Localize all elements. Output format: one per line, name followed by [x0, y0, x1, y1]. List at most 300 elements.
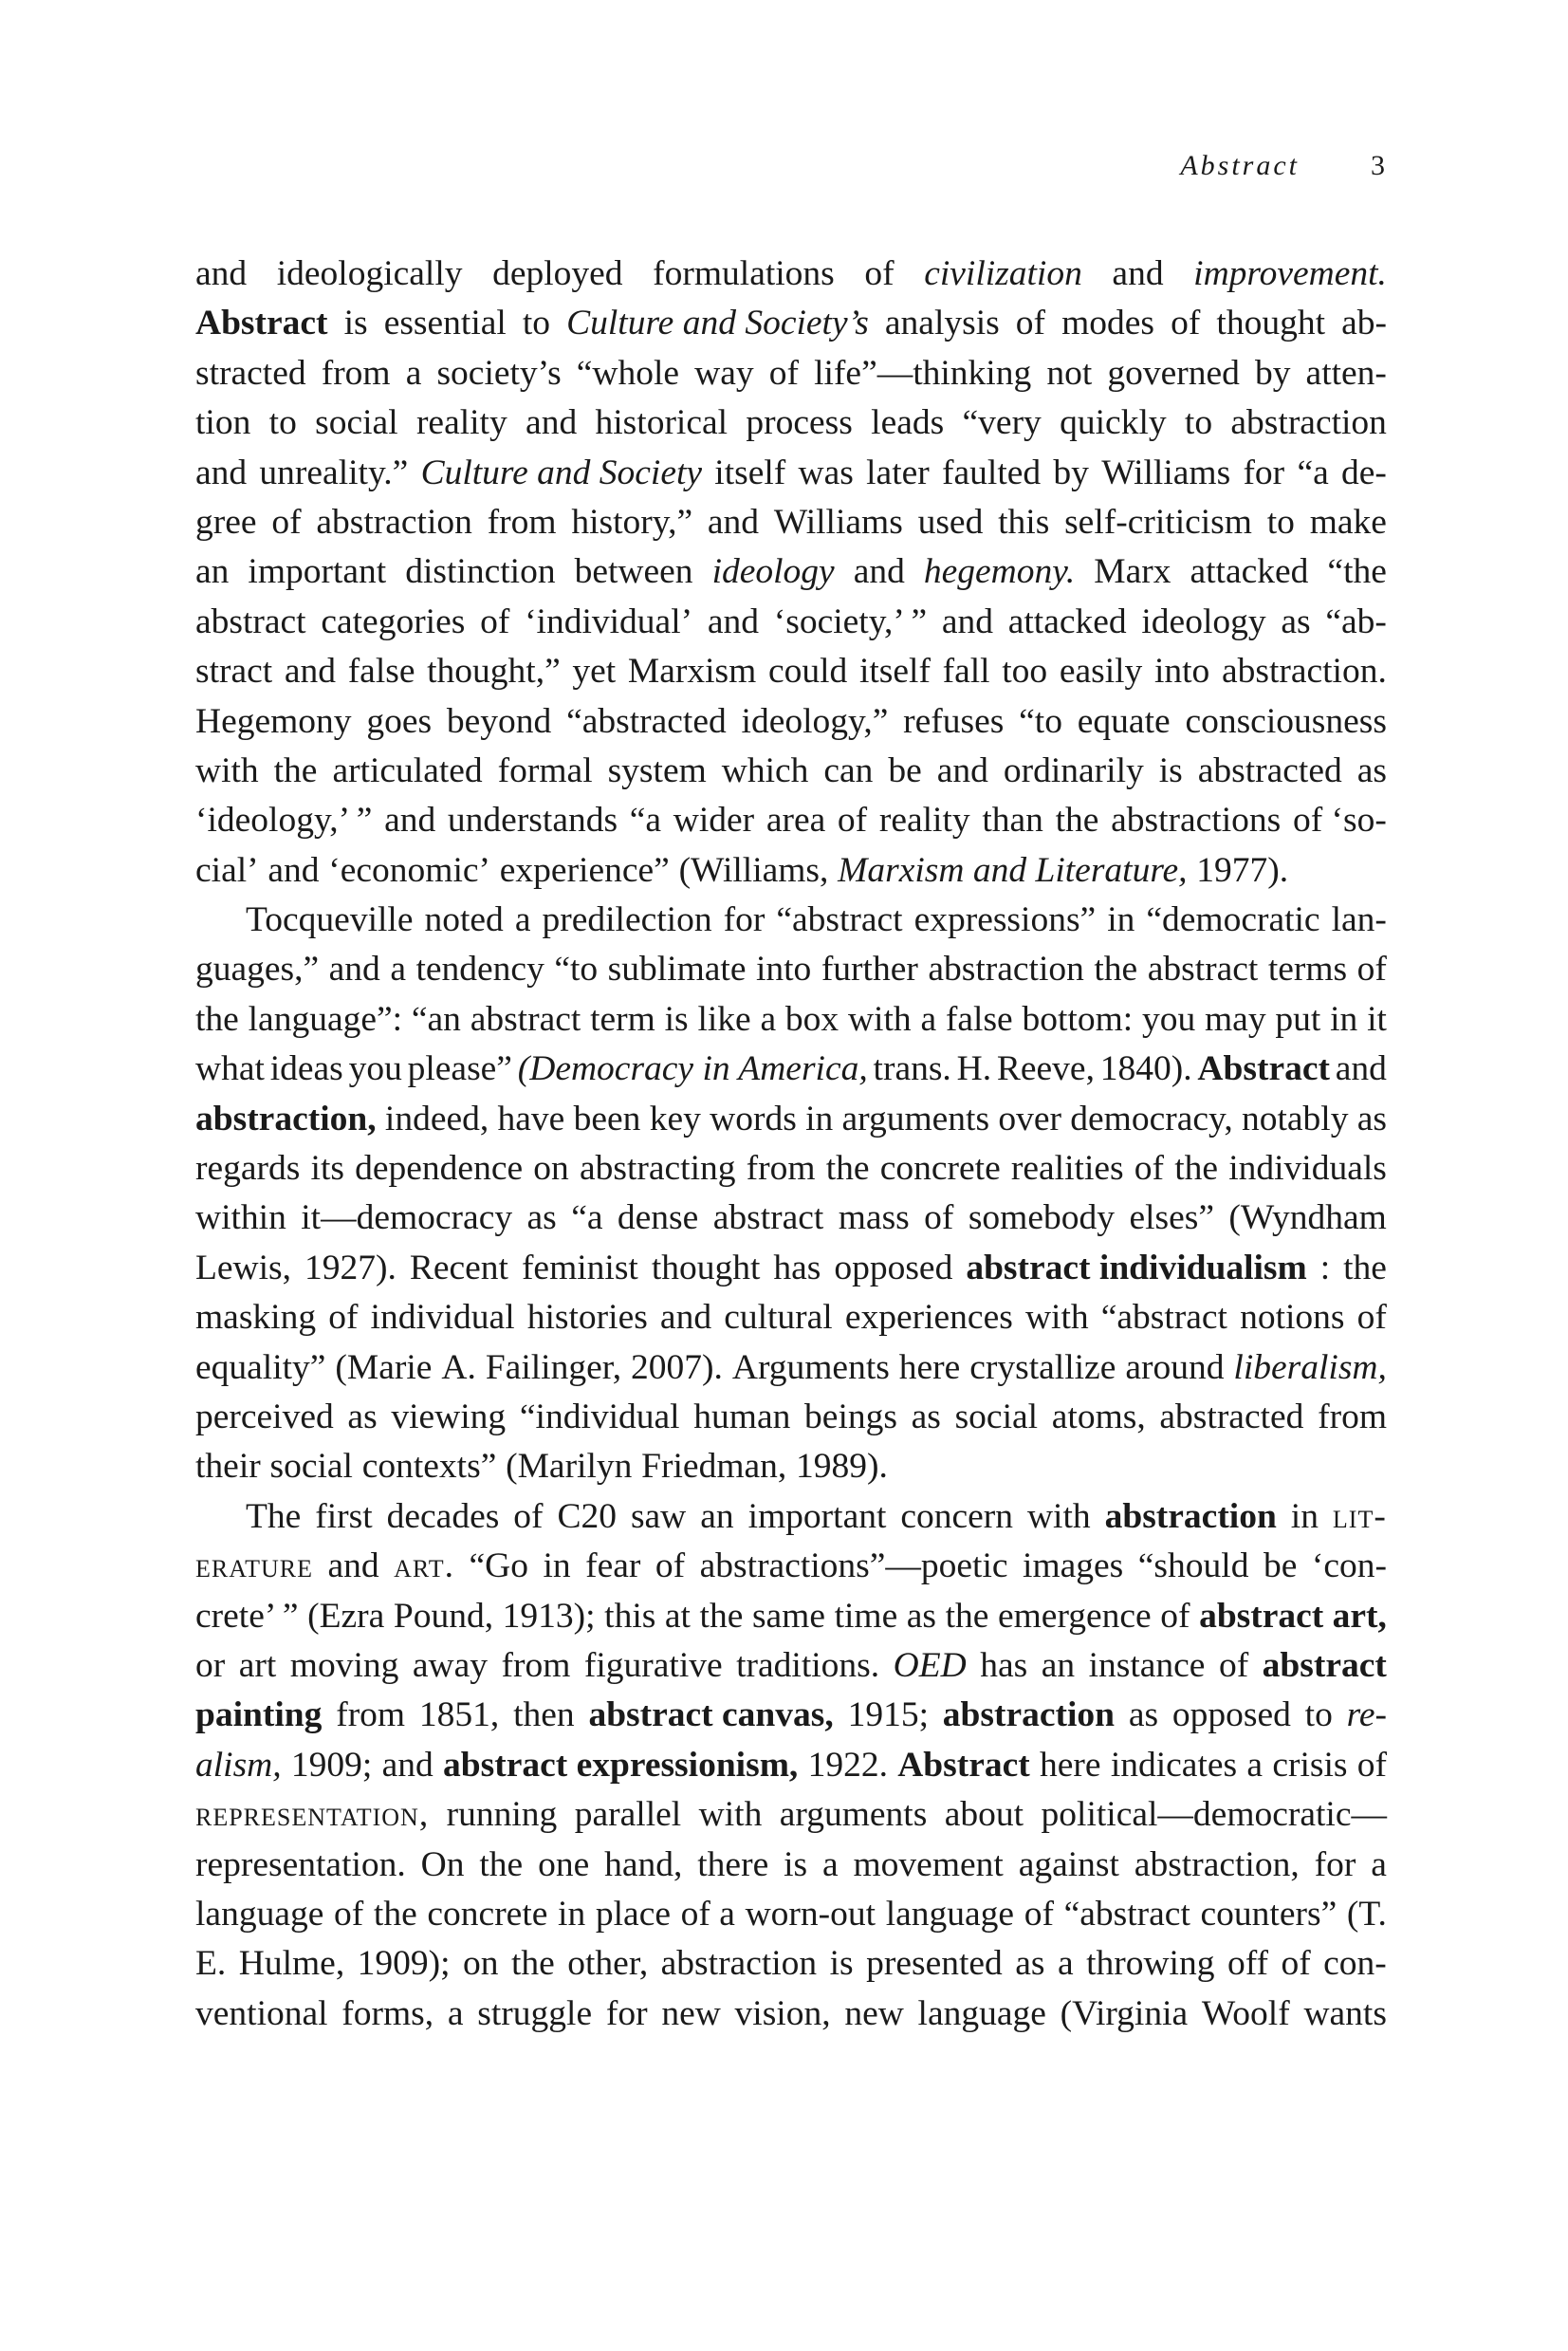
text-line [195, 1144, 1387, 1194]
word: for [1314, 1844, 1356, 1884]
word: of [924, 1198, 954, 1238]
word: to [1184, 403, 1213, 443]
word: opposed [834, 1248, 953, 1287]
word: used [917, 502, 984, 542]
italic-term: improvement. [1193, 254, 1387, 293]
word: around [1125, 1347, 1225, 1387]
italic-term: Culture and Society [420, 453, 703, 492]
bold-term: Abstract [1197, 1049, 1330, 1089]
word: on [533, 1149, 569, 1189]
word: elses” [1129, 1198, 1214, 1238]
text-line [195, 1393, 1387, 1442]
word: you [1141, 999, 1196, 1039]
word: dense [617, 1198, 699, 1238]
word: of [768, 353, 799, 393]
text-line [195, 547, 1387, 597]
word: Williams [773, 502, 903, 542]
word: crete’ ” [195, 1596, 299, 1636]
word: in [558, 1894, 586, 1934]
cross-reference: erature [195, 1546, 313, 1586]
word: Tocqueville [246, 900, 414, 940]
word: decades [386, 1496, 500, 1536]
word: and [267, 850, 320, 890]
word: itself [714, 453, 786, 492]
word: “very [962, 403, 1042, 443]
word: (Williams, [678, 850, 829, 890]
text-line [195, 299, 1387, 348]
word: (Wyndham [1228, 1198, 1387, 1238]
word: and [195, 453, 248, 492]
word: abstraction [316, 502, 472, 542]
word: figurative [583, 1645, 723, 1685]
word: 2007). [631, 1347, 723, 1387]
paragraph [195, 896, 1387, 1492]
word: Williams [1101, 453, 1231, 492]
word: Lewis, [195, 1248, 292, 1287]
word: could [767, 652, 848, 692]
word: ideology [1141, 602, 1266, 641]
word: is [664, 999, 689, 1039]
word: has [980, 1645, 1028, 1685]
word: “the [1327, 552, 1387, 592]
word: ideologically [276, 254, 463, 293]
word: bottom: [1022, 999, 1134, 1039]
word: in [1107, 900, 1135, 940]
italic-term: Marxism and Literature, [838, 850, 1188, 890]
word: “an [411, 999, 461, 1039]
word: concrete [879, 1149, 1001, 1189]
word: and [381, 1745, 434, 1785]
word: on [463, 1944, 499, 1984]
bold-term: abstract expressionism, [443, 1745, 799, 1785]
word: H. [956, 1049, 992, 1089]
word: beings [804, 1397, 897, 1436]
word: new [844, 1993, 904, 2033]
word: ab- [1341, 304, 1387, 343]
text-line [195, 796, 1387, 845]
word: is [784, 1844, 808, 1884]
word: of [1134, 1149, 1165, 1189]
word: “abstract [776, 900, 903, 940]
word: predilection [542, 900, 712, 940]
word: of [1356, 1298, 1387, 1338]
word: and [1335, 1049, 1387, 1089]
text-line [195, 1542, 1387, 1591]
word: itself [858, 652, 931, 692]
word: cultural [724, 1298, 833, 1338]
word: 1851, [418, 1695, 500, 1735]
word: the [945, 1596, 989, 1636]
word: abstract [1147, 950, 1259, 990]
word: presented [866, 1944, 1003, 1984]
word: put [1275, 999, 1321, 1039]
word: a [447, 1993, 464, 2033]
word: ‘individual’ [525, 602, 693, 641]
word: a [821, 1844, 839, 1884]
word: thought,” [427, 652, 561, 692]
word: in [1290, 1496, 1319, 1536]
italic-term: ideology [711, 552, 835, 592]
word: of [1160, 1596, 1190, 1636]
word: the [195, 999, 239, 1039]
running-head-title: Abstract [1180, 150, 1300, 181]
word: “abstract [1063, 1894, 1190, 1934]
word: the [1055, 801, 1099, 841]
text-line [195, 697, 1387, 747]
word: distinction [405, 552, 556, 592]
word: further [821, 950, 918, 990]
word: self-criticism [1064, 502, 1252, 542]
word: (Virginia [1060, 1993, 1189, 2033]
word: has [773, 1248, 821, 1287]
word: vision, [734, 1993, 831, 2033]
word: noted [424, 900, 504, 940]
word: a [390, 950, 406, 990]
word: cial’ [195, 850, 259, 890]
word: realities [1010, 1149, 1124, 1189]
word: “abstracted [566, 701, 727, 741]
word: from [1318, 1397, 1387, 1436]
word: an [700, 1496, 734, 1536]
text-line [195, 1293, 1387, 1342]
word: from [487, 502, 557, 542]
word: there [697, 1844, 769, 1884]
word: notably [1241, 1099, 1349, 1138]
word: was [798, 453, 854, 492]
text-line [195, 747, 1387, 796]
word: abstraction [928, 950, 1084, 990]
word: C20 [557, 1496, 617, 1536]
word: histories [526, 1298, 648, 1338]
word: unreality.” [259, 453, 409, 492]
word: experiences [844, 1298, 1013, 1338]
word: “ab- [1325, 602, 1387, 641]
word: arguments [841, 1099, 990, 1138]
text-line [195, 1592, 1387, 1641]
word: con- [1323, 1944, 1387, 1984]
text-line [195, 1194, 1387, 1243]
word: 1909); [357, 1944, 451, 1984]
word: and [526, 403, 578, 443]
word: in [543, 1546, 571, 1586]
cross-reference: lit- [1332, 1496, 1387, 1536]
word: atten- [1305, 353, 1387, 393]
word: been [573, 1099, 641, 1138]
word: 1913); [502, 1596, 596, 1636]
word: articulated [332, 750, 483, 790]
text-line [195, 1641, 1387, 1691]
word: ordinarily [1003, 750, 1144, 790]
word: gree [195, 502, 257, 542]
italic-term: (Democracy in America, [517, 1049, 868, 1089]
word: ‘con- [1311, 1546, 1387, 1586]
word: faulted [942, 453, 1042, 492]
word: quickly [1060, 403, 1167, 443]
word: analysis [884, 304, 1000, 343]
word: a [1246, 1745, 1264, 1785]
word: away [412, 1645, 488, 1685]
word: as [1356, 750, 1387, 790]
word: it [1367, 999, 1387, 1039]
bold-term: abstract [1262, 1645, 1387, 1685]
word: modes [1061, 304, 1155, 343]
word: into [755, 950, 812, 990]
word: political—democratic— [1041, 1795, 1387, 1835]
word: wants [1303, 1993, 1387, 2033]
word: stracted [195, 353, 306, 393]
word: to [1304, 1695, 1333, 1735]
word: the [825, 1149, 870, 1189]
word: language [195, 1894, 324, 1934]
word: of [655, 1546, 686, 1586]
word: ‘ideology,’ ” [195, 801, 373, 841]
word: which [721, 750, 809, 790]
word: of [513, 1496, 544, 1536]
word: movement [853, 1844, 1004, 1884]
word: as [906, 1596, 937, 1636]
word: first [315, 1496, 373, 1536]
word: abstract [712, 1198, 824, 1238]
text-line [195, 945, 1387, 994]
word: abstraction. [1221, 652, 1387, 692]
word: to [268, 403, 297, 443]
word: deployed [492, 254, 623, 293]
word: time [834, 1596, 898, 1636]
text-line [195, 598, 1387, 647]
page-number: 3 [1371, 150, 1385, 181]
word: counters” [1200, 1894, 1337, 1934]
word: “to [1019, 701, 1062, 741]
word: off [1227, 1944, 1268, 1984]
word: by [1053, 453, 1089, 492]
text-line [195, 1990, 1387, 2039]
italic-term: liberalism, [1233, 1347, 1387, 1387]
word: 1922. [807, 1745, 888, 1785]
word: language”: [248, 999, 403, 1039]
word: of [271, 502, 302, 542]
word: A. [441, 1347, 476, 1387]
word: a [405, 353, 422, 393]
text-line [195, 498, 1387, 547]
word: terms [1267, 950, 1348, 990]
word: a [760, 999, 777, 1039]
word: On [420, 1844, 465, 1884]
word: by [1254, 353, 1291, 393]
word: and [659, 1298, 712, 1338]
word: it—democracy [301, 1198, 513, 1238]
word: 1977). [1196, 850, 1289, 890]
word: and [707, 602, 759, 641]
word: than [982, 801, 1043, 841]
word: consciousness [1185, 701, 1387, 741]
word: “whole [576, 353, 680, 393]
word: wider [673, 801, 755, 841]
word: (T. [1346, 1894, 1387, 1934]
word: ideology,” [741, 701, 889, 741]
word: refuses [903, 701, 1005, 741]
word: and [384, 801, 436, 841]
word: Reeve, [996, 1049, 1095, 1089]
word: of [1281, 1944, 1311, 1984]
word: contexts” [361, 1447, 497, 1487]
word: too [1002, 652, 1048, 692]
word: of [1356, 1745, 1387, 1785]
word: the [373, 1894, 417, 1934]
word: a [920, 999, 937, 1039]
word: abstracted [1159, 1397, 1304, 1436]
word: later [866, 453, 930, 492]
word: a [1371, 1844, 1387, 1884]
word: from [501, 1645, 571, 1685]
word: and [328, 950, 380, 990]
italic-term: Culture and Society’s [566, 304, 869, 343]
word: leads [871, 403, 945, 443]
word: into [1153, 652, 1210, 692]
word: thought [1216, 304, 1325, 343]
word: box [784, 999, 839, 1039]
word: “should [1137, 1546, 1249, 1586]
bold-term: Abstract [897, 1745, 1030, 1785]
word: attacked [1007, 602, 1127, 641]
word: de- [1341, 453, 1387, 492]
word: fall [942, 652, 990, 692]
word: lan- [1331, 900, 1387, 940]
word: indeed, [384, 1099, 489, 1138]
word: parallel [574, 1795, 682, 1835]
word: feminist [521, 1248, 638, 1287]
word: with [1026, 1496, 1091, 1536]
word: yet [572, 652, 617, 692]
word: trans. [873, 1049, 951, 1089]
word: Hulme, [238, 1944, 345, 1984]
word: be [1263, 1546, 1298, 1586]
bold-term: abstraction [1104, 1496, 1277, 1536]
word: of [1218, 1645, 1249, 1685]
word: of [1015, 304, 1046, 343]
word: formal [497, 750, 593, 790]
word: and [327, 1546, 379, 1586]
word: abstracted [1197, 750, 1342, 790]
word: ‘economic’ [328, 850, 491, 890]
word: from [321, 353, 391, 393]
text-line [195, 1244, 1387, 1293]
word: equality” [195, 1347, 326, 1387]
text-line [195, 1691, 1387, 1740]
word: of [1356, 950, 1387, 990]
word: place [595, 1894, 671, 1934]
word: “Go [469, 1546, 528, 1586]
word: (Ezra [307, 1596, 385, 1636]
text-line [195, 1442, 1387, 1491]
word: fear [585, 1546, 641, 1586]
word: throwing [1086, 1944, 1215, 1984]
text-line [195, 1343, 1387, 1393]
word: for [605, 1993, 648, 2033]
word: the [1174, 1149, 1219, 1189]
word: : [1319, 1248, 1331, 1287]
word: historical [595, 403, 729, 443]
word: and [941, 602, 993, 641]
word: crystallize [969, 1347, 1116, 1387]
word: Arguments [731, 1347, 890, 1387]
text-line [195, 349, 1387, 398]
word: 1915; [847, 1695, 929, 1735]
word: “a [1297, 453, 1329, 492]
text-line [195, 896, 1387, 945]
text-line [195, 1045, 1387, 1094]
word: abstraction [660, 1944, 818, 1984]
word: attacked [1190, 552, 1309, 592]
word: of [328, 1298, 359, 1338]
word: abstracting [579, 1149, 736, 1189]
word: Marxism [627, 652, 757, 692]
word: here [898, 1347, 961, 1387]
word: hand, [604, 1844, 683, 1884]
word: false [347, 652, 415, 692]
cross-reference: art. [394, 1546, 454, 1586]
word: (Marie [335, 1347, 433, 1387]
word: of a [680, 1894, 735, 1934]
word: then [513, 1695, 575, 1735]
word: democracy, [1070, 1099, 1233, 1138]
word: the [479, 1844, 524, 1884]
word: the [510, 1944, 555, 1984]
word: as [1015, 1944, 1045, 1984]
word: 1840). [1099, 1049, 1192, 1089]
word: images [1023, 1546, 1124, 1586]
word: human [693, 1397, 791, 1436]
word: concern [900, 1496, 1014, 1536]
word: or [195, 1645, 226, 1685]
word: like [697, 999, 751, 1039]
word: may [1205, 999, 1266, 1039]
word: reality [415, 403, 507, 443]
word: and [853, 552, 905, 592]
text-line [195, 1890, 1387, 1939]
word: and [707, 502, 760, 542]
word: be [888, 750, 922, 790]
word: saw [630, 1496, 687, 1536]
bold-term: abstract art, [1199, 1596, 1387, 1636]
word: new [661, 1993, 721, 2033]
word: same [751, 1596, 825, 1636]
word: “to [554, 950, 599, 990]
word: abstractions [1111, 801, 1282, 841]
word: E. [195, 1944, 227, 1984]
word: The [246, 1496, 302, 1536]
word: important [747, 1496, 887, 1536]
word: mass [838, 1198, 910, 1238]
word: this [604, 1596, 656, 1636]
word: notions [1240, 1298, 1345, 1338]
word: can [823, 750, 874, 790]
word: stract [195, 652, 273, 692]
word: is [343, 304, 368, 343]
word: experience” [499, 850, 670, 890]
word: between [574, 552, 693, 592]
word: formulations [653, 254, 835, 293]
italic-term: OED [893, 1645, 967, 1685]
bold-term: abstraction [942, 1695, 1116, 1735]
word: with [195, 750, 259, 790]
word: this [998, 502, 1050, 542]
bold-term: painting [195, 1695, 323, 1735]
word: a [514, 900, 531, 940]
text-line [195, 846, 1387, 896]
word: 1989). [796, 1447, 888, 1487]
word: “individual [519, 1397, 680, 1436]
word: Pound, [393, 1596, 494, 1636]
